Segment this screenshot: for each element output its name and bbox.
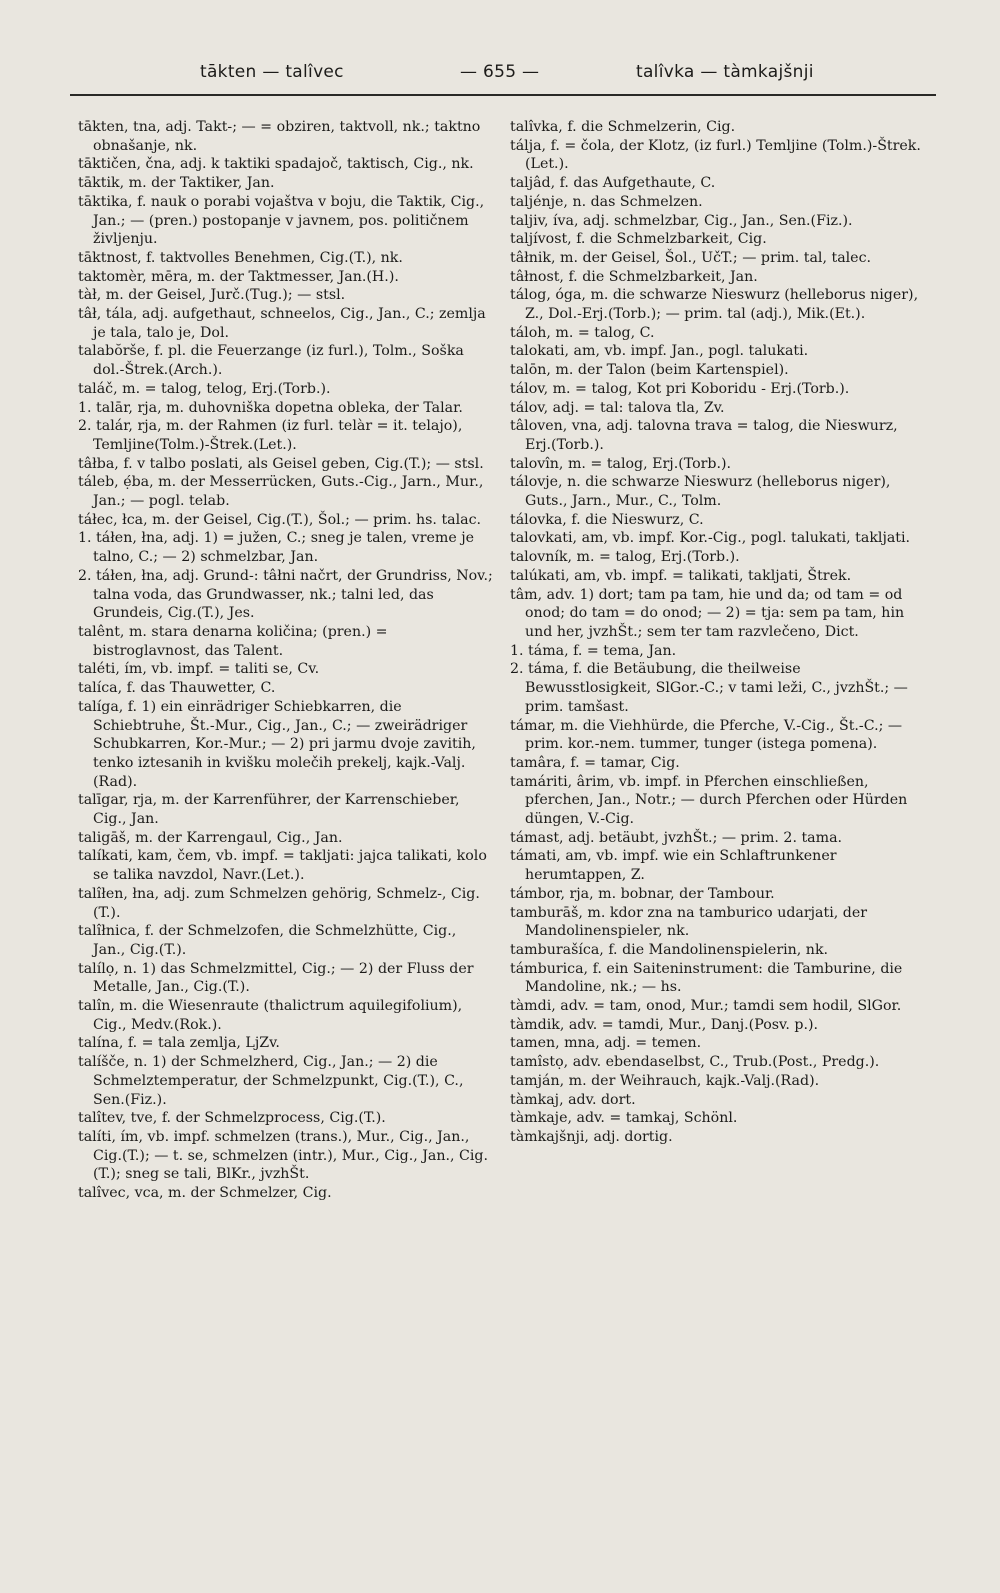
dictionary-entry: tamîstọ, adv. ebendaselbst, C., Trub.(Post., Predg.).: [510, 1054, 880, 1071]
dictionary-entry: tálovje, n. die schwarze Nieswurz (helleborus niger), Guts., Jarn., Mur., C., Tolm.: [510, 474, 891, 510]
dictionary-entry: tâloven, vna, adj. talovna trava = talog, die Nieswurz, Erj.(Torb.).: [510, 418, 898, 453]
dictionary-entry: tāktnost, f. taktvolles Benehmen, Cig.(T.), nk.: [78, 249, 403, 266]
dictionary-entry: tamen, mna, adj. = temen.: [510, 1035, 702, 1052]
dictionary-entry: 1. talār, rja, m. duhovniška dopetna obleka, der Talar.: [78, 399, 463, 416]
dictionary-entry: talîłen, łna, adj. zum Schmelzen gehörig, Schmelz-, Cig.(T.).: [78, 885, 480, 921]
dictionary-entry: táloh, m. = talog, C.: [510, 324, 655, 341]
dictionary-entry: tàmdik, adv. = tamdi, Mur., Danj.(Posv. p.).: [510, 1016, 818, 1033]
dictionary-entry: tálovka, f. die Nieswurz, C.: [510, 511, 704, 528]
page-header: [0, 62, 1000, 92]
dictionary-entry: támast, adj. betäubt, jvzhŠt.; — prim. 2. tama.: [510, 829, 843, 846]
dictionary-entry: tàmkaje, adv. = tamkaj, Schönl.: [510, 1110, 738, 1127]
dictionary-entry: tâłnost, f. die Schmelzbarkeit, Jan.: [510, 268, 758, 285]
dictionary-entry: 2. táma, f. die Betäubung, die theilweise Bewusstlosigkeit, SlGor.-C.; v tami leži, C., jvzhŠt.; — prim. tamšast.: [510, 661, 908, 715]
dictionary-entry: talíca, f. das Thauwetter, C.: [78, 680, 276, 697]
dictionary-entry: tàmkajšnji, adj. dortig.: [510, 1128, 673, 1145]
dictionary-entry: talokati, am, vb. impf. Jan., pogl. talukati.: [510, 343, 809, 360]
right-column: [510, 118, 925, 1147]
dictionary-entry: tamburašíca, f. die Mandolinenspielerin, nk.: [510, 941, 829, 958]
dictionary-entry: táleb, ẹ́ba, m. der Messerrücken, Guts.-Cig., Jarn., Mur., Jan.; — pogl. telab.: [78, 474, 484, 510]
dictionary-entry: taléti, ím, vb. impf. = taliti se, Cv.: [78, 661, 320, 678]
dictionary-entry: taljénje, n. das Schmelzen.: [510, 193, 703, 210]
dictionary-entry: tàmdi, adv. = tam, onod, Mur.; tamdi sem hodil, SlGor.: [510, 998, 902, 1015]
dictionary-entry: taktomèr, mēra, m. der Taktmesser, Jan.(H.).: [78, 268, 399, 285]
dictionary-entry: tamáriti, ârim, vb. impf. in Pferchen einschließen, pferchen, Jan., Notr.; — durch Pferchen oder Hürden düngen, V.-Cig.: [510, 773, 908, 828]
dictionary-entry: 2. talár, rja, m. der Rahmen (iz furl. telàr = it. telajo), Temljine(Tolm.)-Štrek.(Let.).: [78, 418, 463, 453]
dictionary-entry: támburica, f. ein Saiteninstrument: die Tamburine, die Mandoline, nk.; — hs.: [510, 960, 903, 996]
header-rule: [70, 94, 936, 96]
dictionary-entry: talílọ, n. 1) das Schmelzmittel, Cig.; — 2) der Fluss der Metalle, Jan., Cig.(T.).: [78, 960, 474, 996]
dictionary-entry: talabŏrše, f. pl. die Feuerzange (iz furl.), Tolm., Soška dol.-Štrek.(Arch.).: [78, 343, 464, 379]
dictionary-entry: talovkati, am, vb. impf. Kor.-Cig., pogl. talukati, takljati.: [510, 530, 911, 547]
dictionary-entry: tálov, adj. = tal: talova tla, Zv.: [510, 399, 725, 416]
dictionary-entry: 2. táłen, łna, adj. Grund-: tâłni načrt, der Grundriss, Nov.; talna voda, das Grundwasser, nk.; talni led, das Grundeis, Cig.(T.), Jes.: [78, 567, 493, 622]
dictionary-entry: talênt, m. stara denarna količina; (pren.) = bistroglavnost, das Talent.: [78, 623, 388, 659]
dictionary-entry: tálog, óga, m. die schwarze Nieswurz (helleborus niger), Z., Dol.-Erj.(Torb.); — prim. tal (adj.), Mik.(Et.).: [510, 287, 919, 323]
dictionary-entry: támati, am, vb. impf. wie ein Schlaftrunkener herumtappen, Z.: [510, 848, 837, 884]
dictionary-entry: taligāš, m. der Karrengaul, Cig., Jan.: [78, 829, 343, 846]
dictionary-entry: tàmkaj, adv. dort.: [510, 1091, 636, 1108]
dictionary-entry: tāktičen, čna, adj. k taktiki spadajoč, taktisch, Cig., nk.: [78, 156, 474, 173]
page-number: — 655 —: [460, 62, 540, 82]
dictionary-entry: talîłnica, f. der Schmelzofen, die Schmelzhütte, Cig., Jan., Cig.(T.).: [78, 923, 457, 958]
dictionary-entry: táłec, łca, m. der Geisel, Cig.(T.), Šol.; — prim. hs. talac.: [78, 511, 482, 528]
dictionary-entry: talīgar, rja, m. der Karrenführer, der Karrenschieber, Cig., Jan.: [78, 792, 460, 828]
dictionary-entry: talîn, m. die Wiesenraute (thalictrum aquilegifolium), Cig., Medv.(Rok.).: [78, 998, 463, 1033]
dictionary-entry: támar, m. die Viehhürde, die Pferche, V.-Cig., Št.-C.; — prim. kor.-nem. tummer, tunger (istega pomena).: [510, 717, 903, 753]
dictionary-entry: támbor, rja, m. bobnar, der Tambour.: [510, 885, 775, 902]
dictionary-entry: talíti, ím, vb. impf. schmelzen (trans.), Mur., Cig., Jan., Cig.(T.); — t. se, schmelzen (intr.), Mur., Cig., Jan., Cig.(T.); sneg se tali, BlKr., jvzhŠt.: [78, 1128, 489, 1183]
dictionary-entry: talîvec, vca, m. der Schmelzer, Cig.: [78, 1185, 332, 1202]
dictionary-entry: taljívost, f. die Schmelzbarkeit, Cig.: [510, 231, 767, 248]
dictionary-entry: tâł, tála, adj. aufgethaut, schneelos, Cig., Jan., C.; zemlja je tala, talo je, Dol.: [78, 306, 486, 341]
dictionary-entry: tākten, tna, adj. Takt-; — = obziren, taktvoll, nk.; taktno obnašanje, nk.: [78, 119, 481, 154]
dictionary-entry: talíšče, n. 1) der Schmelzherd, Cig., Jan.; — 2) die Schmelztemperatur, der Schmelzpunkt, Cig.(T.), C., Sen.(Fiz.).: [78, 1054, 464, 1108]
header-right-guideword: talîvka — tàmkajšnji: [636, 62, 814, 82]
dictionary-entry: tāktik, m. der Taktiker, Jan.: [78, 175, 275, 192]
dictionary-entry: talúkati, am, vb. impf. = talikati, takljati, Štrek.: [510, 567, 852, 584]
dictionary-entry: taljiv, íva, adj. schmelzbar, Cig., Jan., Sen.(Fiz.).: [510, 212, 853, 229]
dictionary-entry: 1. táma, f. = tema, Jan.: [510, 642, 677, 659]
dictionary-entry: tálja, f. = čola, der Klotz, (iz furl.) Temljine (Tolm.)-Štrek.(Let.).: [510, 137, 921, 173]
dictionary-entry: talōn, m. der Talon (beim Kartenspiel).: [510, 362, 789, 379]
dictionary-entry: tamburāš, m. kdor zna na tamburico udarjati, der Mandolinenspieler, nk.: [510, 904, 868, 940]
dictionary-entry: tâłba, f. v talbo poslati, als Geisel geben, Cig.(T.); — stsl.: [78, 455, 484, 472]
dictionary-entry: talovník, m. = talog, Erj.(Torb.).: [510, 549, 740, 566]
dictionary-entry: tâłnik, m. der Geisel, Šol., UčT.; — prim. tal, talec.: [510, 249, 872, 266]
dictionary-entry: tàł, m. der Geisel, Jurč.(Tug.); — stsl.: [78, 287, 346, 304]
dictionary-entry: tamâra, f. = tamar, Cig.: [510, 754, 680, 771]
dictionary-entry: talîtev, tve, f. der Schmelzprocess, Cig.(T.).: [78, 1110, 386, 1127]
dictionary-entry: talîvka, f. die Schmelzerin, Cig.: [510, 119, 736, 135]
dictionary-entry: tamján, m. der Weihrauch, kajk.-Valj.(Rad).: [510, 1072, 820, 1089]
dictionary-entry: tâm, adv. 1) dort; tam pa tam, hie und da; od tam = od onod; do tam = do onod; — 2) = tja: sem pa tam, hin und her, jvzhŠt.; sem ter tam razvlečeno, Dict.: [510, 586, 905, 640]
dictionary-entry: 1. táłen, łna, adj. 1) = južen, C.; sneg je talen, vreme je talno, C.; — 2) schmelzbar, Jan.: [78, 530, 475, 566]
dictionary-entry: talína, f. = tala zemlja, LjZv.: [78, 1035, 280, 1052]
dictionary-entry: taláč, m. = talog, telog, Erj.(Torb.).: [78, 380, 331, 397]
dictionary-entry: talovîn, m. = talog, Erj.(Torb.).: [510, 455, 732, 472]
dictionary-entry: talíkati, kam, čem, vb. impf. = takljati: jajca talikati, kolo se talika navzdol, Navr.(Let.).: [78, 848, 487, 884]
dictionary-entry: talíga, f. 1) ein einrädriger Schiebkarren, die Schiebtruhe, Št.-Mur., Cig., Jan., C.; — zweirädriger Schubkarren, Kor.-Mur.; — 2) pri jarmu dvoje zavitih, tenko iztesanih in kvišku molečih prekelj, kajk.-Valj.(Rad).: [78, 698, 476, 790]
dictionary-entry: tálov, m. = talog, Kot pri Koboridu - Erj.(Torb.).: [510, 380, 850, 397]
dictionary-entry: taljâd, f. das Aufgethaute, C.: [510, 175, 716, 192]
header-left-guideword: tākten — talîvec: [200, 62, 344, 82]
dictionary-entry: tāktika, f. nauk o porabi vojaštva v boju, die Taktik, Cig., Jan.; — (pren.) postopanje v javnem, pos. političnem življenju.: [78, 193, 485, 248]
left-column: [78, 118, 493, 1203]
